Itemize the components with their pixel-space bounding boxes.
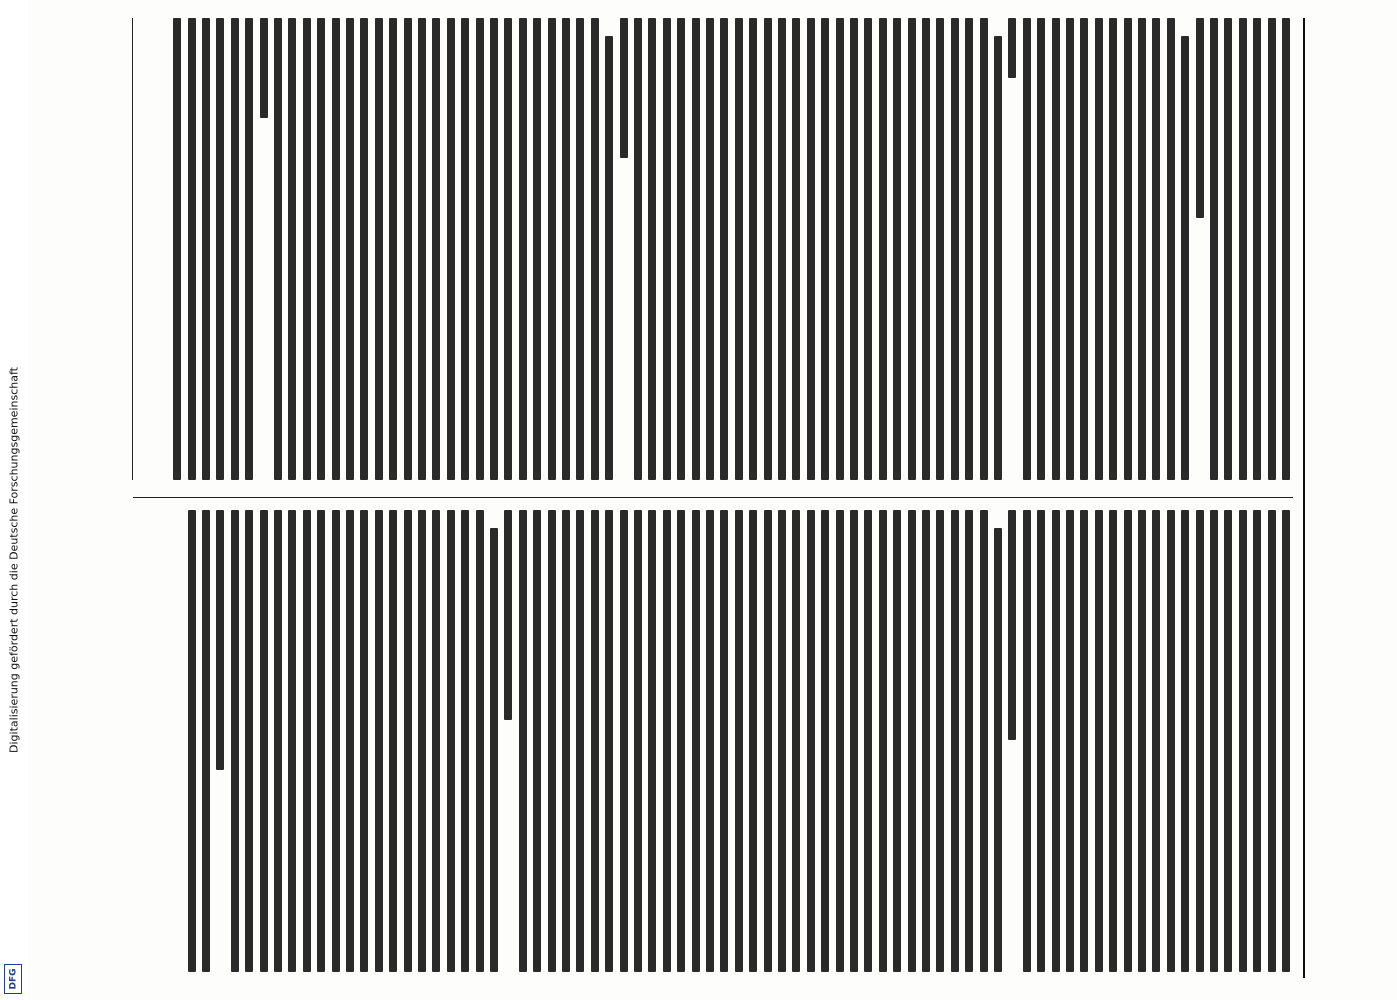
text-line <box>303 18 311 480</box>
text-line <box>346 18 354 480</box>
text-line <box>634 18 642 480</box>
text-line <box>980 18 988 480</box>
text-line <box>288 18 296 480</box>
text-line <box>1052 510 1060 972</box>
text-line <box>562 510 570 972</box>
text-line <box>1181 510 1189 972</box>
text-line <box>1080 510 1088 972</box>
text-line <box>1268 18 1276 480</box>
text-line <box>1008 18 1016 78</box>
text-line <box>1066 18 1074 480</box>
text-line <box>965 18 973 480</box>
text-line <box>648 18 656 480</box>
text-line <box>562 18 570 480</box>
dfg-logo <box>4 964 22 994</box>
text-line <box>1023 510 1031 972</box>
text-line <box>720 18 728 480</box>
text-line <box>245 18 253 480</box>
text-line <box>461 510 469 972</box>
text-line <box>1109 510 1117 972</box>
text-line <box>260 18 268 118</box>
column-divider <box>133 497 1293 498</box>
text-line <box>202 18 210 480</box>
text-line <box>620 510 628 972</box>
text-line <box>432 18 440 480</box>
text-line <box>1037 18 1045 480</box>
text-line <box>893 18 901 480</box>
text-line <box>245 510 253 972</box>
text-line <box>980 510 988 972</box>
text-line <box>1052 18 1060 480</box>
text-column-right <box>143 510 1293 972</box>
text-line <box>404 18 412 480</box>
text-line <box>389 18 397 480</box>
text-line <box>936 18 944 480</box>
text-line <box>908 18 916 480</box>
text-line <box>231 18 239 480</box>
text-line <box>533 510 541 972</box>
text-line <box>1008 510 1016 740</box>
text-line <box>1152 18 1160 480</box>
text-line <box>418 18 426 480</box>
text-line <box>216 510 224 770</box>
funding-note: Digitalisierung gefördert durch die Deutsche Forschungsgemeinschaft <box>7 367 21 753</box>
text-line <box>663 510 671 972</box>
text-line <box>317 18 325 480</box>
text-line <box>476 510 484 972</box>
text-line <box>677 510 685 972</box>
text-line <box>994 36 1002 480</box>
text-line <box>303 510 311 972</box>
text-line <box>807 510 815 972</box>
text-line <box>663 18 671 480</box>
text-line <box>893 510 901 972</box>
text-line <box>490 18 498 480</box>
text-line <box>735 510 743 972</box>
text-line <box>404 510 412 972</box>
text-line <box>605 510 613 972</box>
text-line <box>375 510 383 972</box>
dfg-logo-text: DFG <box>8 968 19 990</box>
text-line <box>792 510 800 972</box>
text-line <box>274 18 282 480</box>
text-line <box>360 18 368 480</box>
funding-strip <box>0 0 28 1000</box>
text-line <box>202 510 210 972</box>
text-line <box>1124 18 1132 480</box>
text-line <box>850 18 858 480</box>
text-line <box>677 18 685 480</box>
text-line <box>951 18 959 480</box>
text-line <box>778 510 786 972</box>
text-line <box>216 18 224 480</box>
text-line <box>994 528 1002 972</box>
text-line <box>1210 510 1218 972</box>
text-line <box>519 18 527 480</box>
column-lines-right <box>143 510 1293 972</box>
text-line <box>951 510 959 972</box>
text-line <box>389 510 397 972</box>
column-lines-left <box>143 18 1293 480</box>
text-line <box>936 510 944 972</box>
text-line <box>1023 18 1031 480</box>
text-line <box>591 18 599 480</box>
text-line <box>605 36 613 480</box>
text-line <box>461 18 469 480</box>
text-line <box>1282 18 1290 480</box>
text-line <box>922 510 930 972</box>
text-line <box>908 510 916 972</box>
text-line <box>1224 18 1232 480</box>
text-line <box>519 510 527 972</box>
text-line <box>504 510 512 720</box>
text-line <box>576 510 584 972</box>
text-line <box>850 510 858 972</box>
text-line <box>231 510 239 972</box>
text-line <box>764 18 772 480</box>
text-line <box>692 510 700 972</box>
text-line <box>1268 510 1276 972</box>
page-header <box>1303 18 1345 978</box>
text-line <box>864 510 872 972</box>
text-line <box>778 18 786 480</box>
text-line <box>735 18 743 480</box>
text-line <box>548 18 556 480</box>
text-line <box>821 510 829 972</box>
text-line <box>1095 510 1103 972</box>
text-line <box>1196 510 1204 972</box>
text-line <box>1066 510 1074 972</box>
text-column-left <box>143 18 1293 480</box>
text-line <box>346 510 354 972</box>
text-line <box>1239 510 1247 972</box>
text-line <box>1167 510 1175 972</box>
text-line <box>548 510 556 972</box>
text-line <box>706 18 714 480</box>
text-line <box>821 18 829 480</box>
text-line <box>1181 36 1189 480</box>
text-line <box>1138 18 1146 480</box>
text-line <box>648 510 656 972</box>
text-line <box>620 18 628 158</box>
text-line <box>591 510 599 972</box>
text-line <box>360 510 368 972</box>
text-line <box>1196 18 1204 218</box>
text-line <box>764 510 772 972</box>
text-line <box>1080 18 1088 480</box>
text-line <box>634 510 642 972</box>
text-line <box>418 510 426 972</box>
text-line <box>1253 18 1261 480</box>
text-line <box>1167 18 1175 480</box>
rotated-page-holder <box>100 18 1345 978</box>
text-line <box>836 18 844 480</box>
text-line <box>260 510 268 972</box>
text-line <box>332 18 340 480</box>
text-line <box>749 18 757 480</box>
text-line <box>1253 510 1261 972</box>
text-line <box>533 18 541 480</box>
text-line <box>173 18 181 480</box>
text-line <box>576 18 584 480</box>
text-line <box>447 18 455 480</box>
text-line <box>188 18 196 480</box>
text-line <box>1037 510 1045 972</box>
page-footer <box>106 18 133 480</box>
text-line <box>274 510 282 972</box>
text-line <box>792 18 800 480</box>
text-line <box>965 510 973 972</box>
text-line <box>504 18 512 480</box>
text-line <box>447 510 455 972</box>
text-line <box>879 510 887 972</box>
text-line <box>188 510 196 972</box>
text-line <box>720 510 728 972</box>
text-line <box>375 18 383 480</box>
text-line <box>749 510 757 972</box>
text-line <box>1239 18 1247 480</box>
text-line <box>1210 18 1218 480</box>
rotated-page <box>100 18 1345 978</box>
text-line <box>490 528 498 972</box>
text-line <box>317 510 325 972</box>
text-line <box>807 18 815 480</box>
text-line <box>1282 510 1290 972</box>
text-line <box>1138 510 1146 972</box>
text-line <box>692 18 700 480</box>
text-line <box>288 510 296 972</box>
text-line <box>432 510 440 972</box>
text-line <box>1109 18 1117 480</box>
text-line <box>922 18 930 480</box>
text-line <box>864 18 872 480</box>
text-line <box>332 510 340 972</box>
text-line <box>1124 510 1132 972</box>
text-line <box>1095 18 1103 480</box>
text-line <box>1224 510 1232 972</box>
text-line <box>706 510 714 972</box>
text-line <box>476 18 484 480</box>
text-line <box>836 510 844 972</box>
text-line <box>879 18 887 480</box>
text-line <box>1152 510 1160 972</box>
